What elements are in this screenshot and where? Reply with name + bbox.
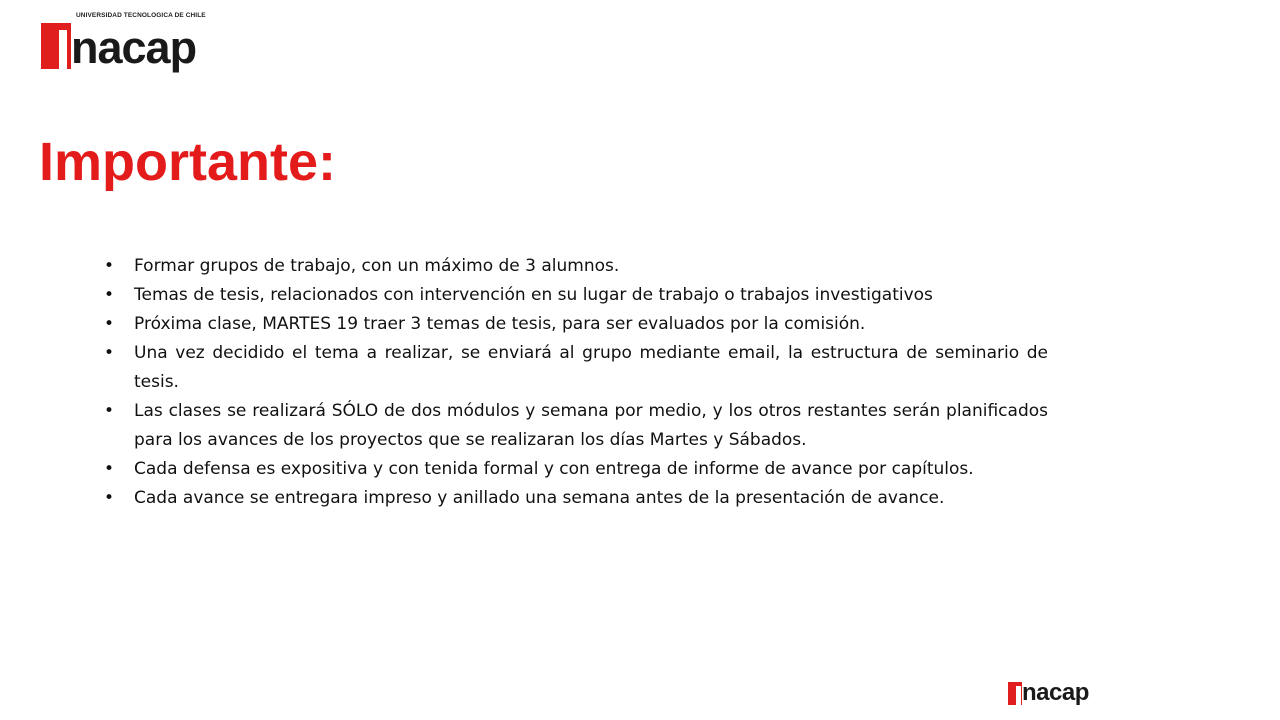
inacap-footer-wordmark: nacap — [1022, 679, 1089, 706]
bullet-text: Próxima clase, MARTES 19 traer 3 temas de tesis, para ser evaluados por la comisión. — [134, 314, 866, 334]
bullet-dot: • — [104, 285, 115, 305]
bullet-dot: • — [104, 314, 115, 334]
bullet-text: Formar grupos de trabajo, con un máximo de 3 alumnos. — [134, 256, 620, 276]
bullet-item — [104, 455, 1048, 484]
inacap-mark-i-stroke — [59, 30, 67, 69]
bullet-item — [104, 484, 1048, 513]
bullet-item — [104, 339, 1048, 397]
bullet-text: Una vez decidido el tema a realizar, se enviará al grupo mediante email, la estructura de seminario de tesis. — [134, 343, 1048, 392]
bullet-dot: • — [104, 343, 115, 363]
bullet-dot: • — [104, 401, 115, 421]
bullet-dot: • — [104, 459, 115, 479]
university-caption: UNIVERSIDAD TECNOLOGICA DE CHILE — [76, 12, 206, 19]
bullet-item — [104, 252, 1048, 281]
bullet-item — [104, 397, 1048, 455]
bullet-text: Las clases se realizará SÓLO de dos módulos y semana por medio, y los otros restantes serán planificados para los avances de los proyectos que se realizaran los días Martes y Sábados. — [134, 401, 1048, 450]
bullet-text: Cada avance se entregara impreso y anillado una semana antes de la presentación de avance. — [134, 488, 945, 508]
bullet-item — [104, 281, 1048, 310]
bullet-list — [104, 252, 1048, 513]
bullet-text: Temas de tesis, relacionados con intervención en su lugar de trabajo o trabajos investigativos — [134, 285, 933, 305]
inacap-logo — [41, 11, 206, 73]
inacap-mark-i-stroke — [1016, 686, 1021, 705]
inacap-wordmark: nacap — [71, 22, 197, 73]
bullet-text: Cada defensa es expositiva y con tenida formal y con entrega de informe de avance por capítulos. — [134, 459, 974, 479]
bullet-dot: • — [104, 488, 115, 508]
bullet-dot: • — [104, 256, 115, 276]
slide-title: Importante: — [39, 132, 336, 192]
inacap-footer-logo — [1008, 681, 1108, 709]
bullet-item — [104, 310, 1048, 339]
